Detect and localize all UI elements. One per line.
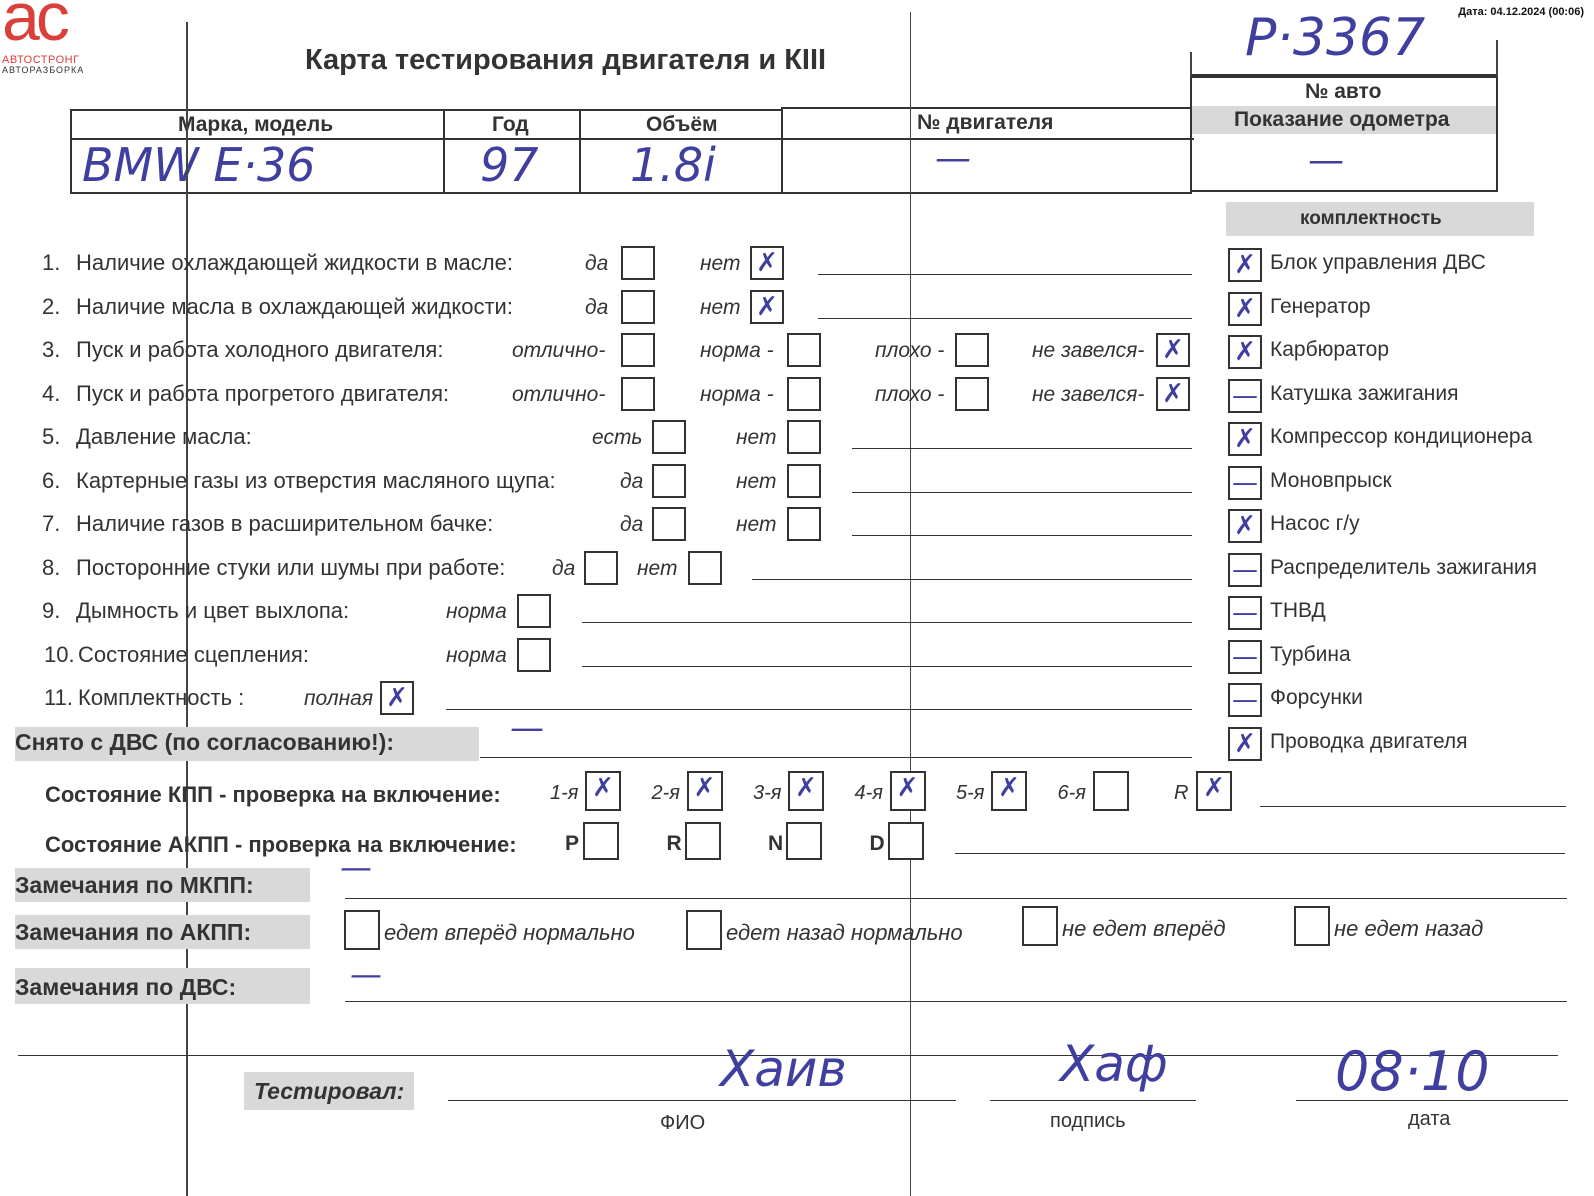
answer-line (582, 666, 1192, 667)
check-mark-icon: ✗ (1234, 424, 1256, 454)
option-label: есть (592, 426, 643, 449)
option-checkbox[interactable] (787, 507, 821, 541)
check-mark-icon: ✗ (1234, 293, 1256, 324)
option-checkbox[interactable] (787, 377, 821, 411)
removed-line (480, 757, 1192, 758)
option-label: нет (637, 556, 678, 580)
option-checkbox[interactable] (621, 377, 655, 411)
check-mark-icon: ✗ (756, 248, 778, 278)
kit-checkbox[interactable] (1228, 683, 1262, 717)
odometer-cell (1190, 76, 1498, 192)
page-title: Карта тестирования двигателя и КIII (305, 44, 827, 76)
question-number: 5. (42, 424, 61, 449)
answer-line (752, 579, 1192, 580)
kit-item-label: Проводка двигателя (1270, 729, 1468, 753)
question-number: 8. (42, 554, 61, 580)
check-mark-icon: ✗ (1234, 337, 1256, 367)
signature-value: Хаф (1060, 1035, 1168, 1093)
engine-label: № двигателя (917, 111, 1054, 134)
option-checkbox[interactable] (652, 420, 686, 454)
akpp-remarks-label: Замечания по АКПП: (15, 919, 252, 945)
check-mark-icon: ✗ (1234, 728, 1256, 759)
kit-checkbox[interactable] (1228, 292, 1262, 326)
option-checkbox[interactable] (1156, 377, 1190, 411)
date-stamp: Дата: 04.12.2024 (00:06) (1458, 6, 1584, 18)
option-checkbox[interactable] (380, 681, 414, 715)
option-label: норма (446, 643, 507, 667)
check-mark-icon: ✗ (896, 773, 919, 803)
option-label: нет (736, 513, 777, 536)
check-mark-icon: ✗ (795, 773, 817, 803)
engine-value: — (935, 138, 971, 179)
model-value: BMW E·36 (82, 138, 316, 192)
check-mark-icon: ✗ (756, 291, 778, 322)
dvs-line (345, 1001, 1567, 1002)
kit-checkbox[interactable] (1228, 553, 1262, 587)
check-mark-icon: ✗ (1162, 378, 1184, 409)
option-label: плохо - (875, 339, 945, 362)
gear-checkbox[interactable] (687, 771, 723, 811)
dash-mark-icon: — (1232, 554, 1258, 585)
option-checkbox[interactable] (584, 551, 618, 585)
model-label: Марка, модель (178, 113, 334, 136)
option-label: норма - (700, 339, 774, 362)
volume-value: 1.8i (630, 138, 716, 192)
answer-line (818, 318, 1192, 319)
question-text: Картерные газы из отверстия масляного щупа: (76, 467, 556, 493)
gear-label: 3-я (753, 782, 782, 804)
akpp-remark-checkbox[interactable] (1022, 906, 1058, 946)
date-value: 08·10 (1335, 1040, 1490, 1103)
option-checkbox[interactable] (750, 246, 784, 280)
option-label: да (620, 513, 644, 536)
akpp-remark-label: не едет назад (1334, 916, 1484, 941)
mode-label: D (869, 832, 885, 855)
removed-label: Снято с ДВС (по согласованию!): (15, 729, 394, 755)
kit-item-label: Компрессор кондиционера (1270, 425, 1533, 448)
car-number-border-right (1496, 40, 1498, 78)
kit-checkbox[interactable] (1228, 422, 1262, 456)
kit-checkbox[interactable] (1228, 727, 1262, 761)
kit-item-label: Турбина (1270, 642, 1351, 666)
option-checkbox[interactable] (787, 464, 821, 498)
question-number: 2. (42, 293, 61, 319)
question-text: Давление масла: (76, 424, 252, 449)
kit-item-label: Распределитель зажигания (1270, 555, 1538, 579)
option-checkbox[interactable] (621, 333, 655, 367)
option-checkbox[interactable] (955, 333, 989, 367)
option-checkbox[interactable] (517, 638, 551, 672)
option-label: да (585, 252, 609, 275)
scan-line-right (910, 12, 911, 1196)
check-mark-icon: ✗ (1162, 335, 1184, 365)
kit-item-label: Карбюратор (1270, 338, 1390, 361)
kit-checkbox[interactable] (1228, 596, 1262, 630)
mode-label: P (565, 832, 580, 855)
answer-line (582, 622, 1192, 623)
gear-checkbox[interactable] (1093, 771, 1129, 811)
signature-line (990, 1100, 1196, 1101)
gear-label: R (1174, 782, 1189, 804)
company-logo (0, 0, 110, 75)
option-label: полная (304, 687, 374, 710)
signature-label: подпись (1050, 1110, 1126, 1132)
option-label: норма (446, 600, 507, 623)
dash-mark-icon: — (1232, 641, 1258, 672)
gear-label: 2-я (651, 782, 680, 804)
question-number: 3. (42, 337, 61, 362)
car-number-value: P·3367 (1245, 8, 1426, 68)
fio-line (448, 1100, 956, 1101)
logo-name: АВТОСТРОНГ (2, 54, 80, 66)
question-number: 6. (42, 467, 61, 493)
question-text: Пуск и работа прогретого двигателя: (76, 380, 450, 406)
option-checkbox[interactable] (621, 246, 655, 280)
akpp-label: Состояние АКПП - проверка на включение: (45, 832, 517, 857)
fio-label: ФИО (660, 1112, 706, 1134)
answer-line (852, 535, 1192, 536)
gear-label: 1-я (550, 782, 579, 804)
option-checkbox[interactable] (688, 551, 722, 585)
check-mark-icon: ✗ (592, 773, 614, 803)
question-number: 4. (42, 380, 61, 406)
option-checkbox[interactable] (787, 333, 821, 367)
akpp-remark-checkbox[interactable] (686, 910, 722, 950)
kit-checkbox[interactable] (1228, 335, 1262, 369)
question-text: Наличие газов в расширительном бачке: (76, 511, 494, 536)
kpp-label: Состояние КПП - проверка на включение: (45, 782, 501, 807)
option-checkbox[interactable] (652, 507, 686, 541)
question-number: 1. (42, 250, 61, 275)
year-label: Год (492, 113, 529, 136)
mode-checkbox[interactable] (888, 822, 924, 860)
logo-mark: ac (2, 0, 66, 55)
mode-checkbox[interactable] (786, 822, 822, 860)
option-label: не завелся- (1032, 339, 1145, 362)
kit-item-label: Форсунки (1270, 686, 1363, 709)
car-number-border-left (1190, 52, 1192, 78)
option-label: отлично- (512, 382, 606, 406)
mode-checkbox[interactable] (685, 822, 721, 860)
question-text: Дымность и цвет выхлопа: (76, 598, 350, 623)
gear-checkbox[interactable] (788, 771, 824, 811)
kit-checkbox[interactable] (1228, 248, 1262, 282)
kit-title: комплектность (1300, 208, 1442, 229)
kit-item-label: Генератор (1270, 294, 1371, 318)
kit-item-label: Катушка зажигания (1270, 381, 1459, 405)
gear-checkbox[interactable] (585, 771, 621, 811)
kit-checkbox[interactable] (1228, 379, 1262, 413)
date-label: дата (1408, 1108, 1451, 1130)
check-mark-icon: ✗ (386, 683, 408, 713)
gear-label: 4-я (854, 782, 883, 804)
gear-checkbox[interactable] (890, 771, 926, 811)
fio-value: Хаив (720, 1040, 847, 1098)
kit-checkbox[interactable] (1228, 640, 1262, 674)
option-label: да (620, 469, 644, 493)
question-number: 9. (42, 598, 61, 623)
dvs-remarks-value: — (350, 955, 382, 993)
kit-checkbox[interactable] (1228, 509, 1262, 543)
logo-subtitle: АВТОРАЗБОРКА (2, 65, 85, 75)
question-text: Комплектность : (78, 685, 245, 710)
option-checkbox[interactable] (517, 594, 551, 628)
odometer-label: Показание одометра (1234, 108, 1450, 131)
question-text: Наличие масла в охлаждающей жидкости: (76, 293, 513, 319)
answer-line (818, 274, 1192, 275)
akpp-remark-checkbox[interactable] (344, 910, 380, 950)
kpp-line (1260, 806, 1566, 807)
mkpp-label: Замечания по МКПП: (15, 872, 254, 898)
gear-label: 6-я (1057, 782, 1086, 804)
volume-label: Объём (646, 113, 718, 136)
odometer-value: — (1308, 140, 1344, 181)
mkpp-line (345, 898, 1567, 899)
option-label: нет (736, 469, 777, 493)
check-mark-icon: ✗ (1234, 511, 1256, 541)
akpp-remark-label: едет вперёд нормально (384, 920, 635, 945)
gear-checkbox[interactable] (1196, 771, 1232, 811)
option-label: нет (700, 252, 741, 275)
option-checkbox[interactable] (621, 290, 655, 324)
question-text: Состояние сцепления: (78, 641, 309, 667)
dvs-remarks-label: Замечания по ДВС: (15, 974, 237, 1000)
option-label: нет (736, 426, 777, 449)
dash-mark-icon: — (1232, 685, 1258, 715)
dash-mark-icon: — (1232, 598, 1258, 628)
option-label: нет (700, 295, 741, 319)
kit-item-label: ТНВД (1270, 599, 1326, 622)
tested-label: Тестировал: (254, 1078, 405, 1104)
mkpp-value: — (340, 848, 372, 886)
option-label: норма - (700, 382, 774, 406)
mode-label: R (666, 832, 682, 855)
question-text: Наличие охлаждающей жидкости в масле: (76, 250, 513, 275)
kit-item-label: Моновпрыск (1270, 468, 1392, 492)
removed-value: — (510, 708, 544, 748)
car-number-label: № авто (1305, 80, 1382, 103)
answer-line (446, 709, 1192, 710)
question-number: 10. (44, 641, 75, 667)
check-mark-icon: ✗ (693, 773, 716, 803)
question-text: Пуск и работа холодного двигателя: (76, 337, 444, 362)
option-checkbox[interactable] (955, 377, 989, 411)
gear-checkbox[interactable] (991, 771, 1027, 811)
mode-checkbox[interactable] (583, 822, 619, 860)
option-checkbox[interactable] (787, 420, 821, 454)
kit-checkbox[interactable] (1228, 466, 1262, 500)
dash-mark-icon: — (1232, 380, 1258, 411)
option-label: да (552, 556, 576, 580)
option-label: плохо - (875, 382, 945, 406)
gear-label: 5-я (956, 782, 985, 804)
answer-line (852, 448, 1192, 449)
question-number: 7. (42, 511, 61, 536)
check-mark-icon: ✗ (998, 773, 1020, 803)
akpp-remark-checkbox[interactable] (1294, 906, 1330, 946)
check-mark-icon: ✗ (1234, 250, 1256, 280)
mode-label: N (768, 832, 784, 855)
check-mark-icon: ✗ (1203, 773, 1225, 803)
kit-item-label: Насос г/у (1270, 512, 1360, 535)
kit-item-label: Блок управления ДВС (1270, 251, 1486, 274)
question-text: Посторонние стуки или шумы при работе: (76, 554, 506, 580)
year-value: 97 (480, 138, 539, 192)
akpp-remark-label: едет назад нормально (726, 920, 963, 945)
akpp-line (955, 853, 1565, 854)
option-checkbox[interactable] (652, 464, 686, 498)
option-checkbox[interactable] (1156, 333, 1190, 367)
option-checkbox[interactable] (750, 290, 784, 324)
answer-line (852, 492, 1192, 493)
option-label: отлично- (512, 339, 606, 362)
akpp-remark-label: не едет вперёд (1062, 916, 1226, 941)
date-line (1296, 1100, 1568, 1101)
question-number: 11. (44, 685, 73, 710)
option-label: да (585, 295, 609, 319)
dash-mark-icon: — (1232, 467, 1258, 498)
option-label: не завелся- (1032, 382, 1145, 406)
